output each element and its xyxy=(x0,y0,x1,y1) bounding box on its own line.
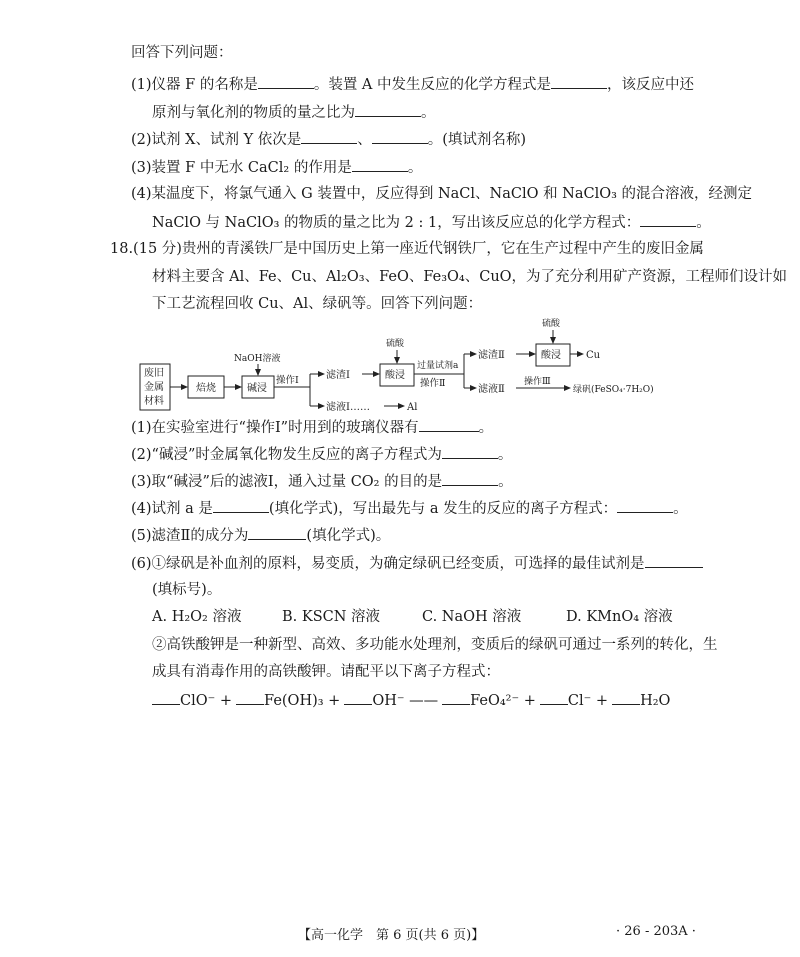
q18-stem-line1: 18.(15 分)贵州的青溪铁厂是中国历史上第一座近代钢铁厂，它在生产过程中产生的废旧金属 xyxy=(110,241,704,257)
answer-blank[interactable] xyxy=(419,416,479,432)
q17-part2-text-c: 。(填试剂名称) xyxy=(427,132,527,148)
acid1-label: 酸浸 xyxy=(385,370,405,381)
answer-blank[interactable] xyxy=(352,156,408,172)
eq-term-1: ClO⁻ + xyxy=(180,693,233,709)
coefficient-blank[interactable] xyxy=(236,689,264,705)
footer-code: · 26 - 203A · xyxy=(616,924,696,939)
coefficient-blank[interactable] xyxy=(152,689,180,705)
q18-sub1-text-b: 。 xyxy=(478,420,494,436)
answer-blank[interactable] xyxy=(442,470,498,486)
answer-blank[interactable] xyxy=(640,211,696,227)
q17-part1-line1 xyxy=(131,73,694,96)
intro-line: 回答下列问题： xyxy=(131,45,233,61)
q18-sub1-line xyxy=(131,416,493,439)
option-c[interactable]: C. NaOH 溶液 xyxy=(422,609,522,625)
q18-sub1-text-a: (1)在实验室进行“操作Ⅰ”时用到的玻璃仪器有 xyxy=(131,420,419,436)
q17-part4-text-c: 。 xyxy=(696,215,711,231)
q18-sub6-text-a: (6)①绿矾是补血剂的原料，易变质，为确定绿矾已经变质，可选择的最佳试剂是 xyxy=(131,556,645,572)
q17-part2-line xyxy=(131,128,526,151)
option-d[interactable]: D. KMnO₄ 溶液 xyxy=(566,609,673,625)
residue1-label: 滤渣Ⅰ xyxy=(326,370,350,381)
q18-sub6-line3: ②高铁酸钾是一种新型、高效、多功能水处理剂，变质后的绿矾可通过一系列的转化，生 xyxy=(152,637,718,653)
coefficient-blank[interactable] xyxy=(612,689,640,705)
filtrate2-label: 滤液Ⅱ xyxy=(478,384,505,395)
q18-sub4-text-b: (填化学式)，写出最先与 a 发生的反应的离子方程式： xyxy=(268,501,618,517)
q18-stem-line2: 材料主要含 Al、Fe、Cu、Al₂O₃、FeO、Fe₃O₄、CuO，为了充分利用矿产资源，工程师们设计如 xyxy=(152,269,788,285)
start-label-1: 废旧 xyxy=(144,368,164,379)
process-flowchart xyxy=(130,316,720,416)
q18-stem-line3: 下工艺流程回收 Cu、Al、绿矾等。回答下列问题： xyxy=(152,296,483,312)
choice-options xyxy=(152,606,673,628)
answer-blank[interactable] xyxy=(248,524,306,540)
q18-sub5-text-a: (5)滤渣Ⅱ的成分为 xyxy=(131,528,249,544)
answer-blank[interactable] xyxy=(355,101,421,117)
eq-term-6: H₂O xyxy=(640,693,671,709)
acid2-label: 酸浸 xyxy=(541,350,561,361)
answer-blank[interactable] xyxy=(258,73,314,89)
reagent-a-label: 过量试剂a xyxy=(417,361,459,371)
q17-part1-text-d: 原剂与氧化剂的物质的量之比为 xyxy=(152,105,355,121)
eq-term-3: OH⁻ —— xyxy=(372,693,439,709)
naoh-label: NaOH溶液 xyxy=(234,354,281,364)
q17-part1-text-b: 。装置 A 中发生反应的化学方程式是 xyxy=(313,77,552,93)
balance-equation xyxy=(152,689,670,712)
q18-sub6-line2: (填标号)。 xyxy=(152,582,222,598)
option-a[interactable]: A. H₂O₂ 溶液 xyxy=(152,609,242,625)
roast-label: 焙烧 xyxy=(196,383,216,394)
q17-part2-text-a: (2)试剂 X、试剂 Y 依次是 xyxy=(131,132,302,148)
cu-label: Cu xyxy=(586,350,601,361)
q18-sub6-line4: 成具有消毒作用的高铁酸钾。请配平以下离子方程式： xyxy=(152,664,500,680)
answer-blank[interactable] xyxy=(301,128,357,144)
q18-sub3-line xyxy=(131,470,513,493)
al-label: Al xyxy=(407,402,418,413)
q17-part4-text-b: NaClO 与 NaClO₃ 的物质的量之比为 2 : 1，写出该反应总的化学方程式： xyxy=(152,215,641,231)
q17-part2-text-b: 、 xyxy=(357,132,372,148)
q18-sub6-line1 xyxy=(131,552,703,575)
eq-term-5: Cl⁻ + xyxy=(567,693,609,709)
q18-sub2-line xyxy=(131,443,512,466)
q17-part1-text-a: (1)仪器 F 的名称是 xyxy=(131,77,258,93)
q18-sub3-text-a: (3)取“碱浸”后的滤液Ⅰ，通入过量 CO₂ 的目的是 xyxy=(131,474,443,490)
h2so4-label-2: 硫酸 xyxy=(542,319,561,329)
op3-label: 操作Ⅲ xyxy=(524,377,551,387)
q18-sub3-text-b: 。 xyxy=(498,474,513,490)
q18-sub2-text-a: (2)“碱浸”时金属氧化物发生反应的离子方程式为 xyxy=(131,447,442,463)
q18-sub2-text-b: 。 xyxy=(497,447,513,463)
start-label-2: 金属 xyxy=(144,382,164,393)
filtrate1-label: 滤液Ⅰ…… xyxy=(326,402,370,413)
alkali-label: 碱浸 xyxy=(247,383,267,394)
q17-part1-line2 xyxy=(152,101,436,124)
coefficient-blank[interactable] xyxy=(540,689,568,705)
coefficient-blank[interactable] xyxy=(442,689,470,705)
q18-sub4-text-a: (4)试剂 a 是 xyxy=(131,501,213,517)
q17-part3-text-a: (3)装置 F 中无水 CaCl₂ 的作用是 xyxy=(131,160,352,176)
coefficient-blank[interactable] xyxy=(344,689,372,705)
q18-sub4-text-c: 。 xyxy=(673,501,688,517)
q18-sub4-line xyxy=(131,497,688,520)
q17-part1-text-e: 。 xyxy=(421,105,436,121)
q17-part4-line1: (4)某温度下，将氯气通入 G 装置中，反应得到 NaCl、NaClO 和 NaClO₃ 的混合溶液，经测定 xyxy=(131,186,753,202)
answer-blank[interactable] xyxy=(372,128,428,144)
eq-term-4: FeO₄²⁻ + xyxy=(470,693,536,709)
start-label-3: 材料 xyxy=(144,396,164,407)
q17-part4-line2 xyxy=(152,211,711,234)
answer-blank[interactable] xyxy=(442,443,498,459)
residue2-label: 滤渣Ⅱ xyxy=(478,350,505,361)
answer-blank[interactable] xyxy=(551,73,607,89)
q18-sub5-text-b: (填化学式)。 xyxy=(306,528,391,544)
q17-part1-text-c: ，该反应中还 xyxy=(607,77,695,93)
answer-blank[interactable] xyxy=(617,497,673,513)
op2-label: 操作Ⅱ xyxy=(420,378,446,389)
vitriol-label: 绿矾(FeSO₄·7H₂O) xyxy=(573,385,654,395)
eq-term-2: Fe(OH)₃ + xyxy=(264,693,341,709)
footer-page-info: 【高一化学 第 6 页(共 6 页)】 xyxy=(298,928,485,943)
q17-part3-text-b: 。 xyxy=(407,160,423,176)
q17-part3-line xyxy=(131,156,422,179)
answer-blank[interactable] xyxy=(213,497,269,513)
answer-blank[interactable] xyxy=(645,552,703,568)
h2so4-label-1: 硫酸 xyxy=(386,339,405,349)
q18-sub5-line xyxy=(131,524,390,547)
op1-label: 操作Ⅰ xyxy=(276,375,299,386)
option-b[interactable]: B. KSCN 溶液 xyxy=(282,609,381,625)
